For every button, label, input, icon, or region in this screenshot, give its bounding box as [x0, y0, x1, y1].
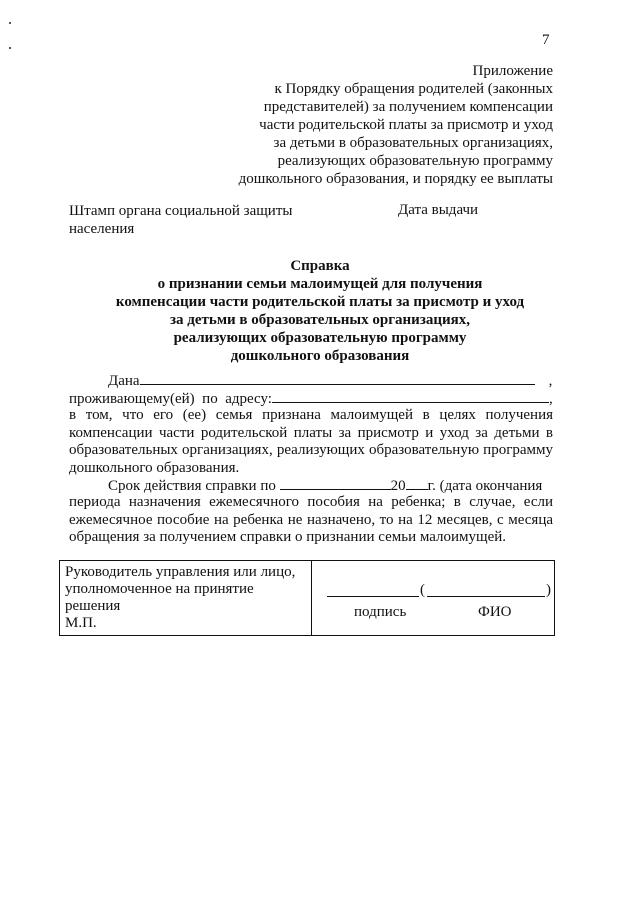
official-line: М.П.: [65, 615, 97, 631]
recipient-name-field[interactable]: [140, 372, 535, 385]
scan-mark: [9, 47, 11, 49]
appendix-line: за детьми в образовательных организациях,: [273, 135, 553, 151]
appendix-line: представителей) за получением компенсации: [263, 99, 553, 115]
name-caption: ФИО: [478, 604, 512, 620]
stamp-label-line: населения: [69, 221, 135, 237]
title-line: дошкольного образования: [230, 348, 410, 364]
signature-field[interactable]: [327, 584, 419, 597]
comma: ,: [548, 391, 553, 407]
address-line: [69, 390, 553, 409]
validity-paragraph: периода назначения ежемесячного пособия на ребенка; в случае, если ежемесячное пособие на ребенка не назначено, то на 12 месяцев, с месяца обращения за получением справки о признании семьи малоимущей.: [69, 494, 553, 545]
appendix-line: реализующих образовательную программу: [277, 153, 553, 169]
title-line: о признании семьи малоимущей для получения: [157, 276, 483, 292]
signature-caption: подпись: [354, 604, 407, 620]
address-field[interactable]: [272, 390, 549, 403]
validity-year: 20: [390, 478, 406, 494]
issue-date-label: Дата выдачи: [398, 202, 479, 218]
comma: ,: [548, 373, 553, 389]
signature-cell: [312, 561, 555, 636]
validity-suffix: г. (дата окончания: [427, 478, 543, 494]
document-title: [60, 257, 580, 365]
given-to-line: [69, 372, 553, 391]
stamp-label: [69, 202, 292, 238]
validity-line: [69, 477, 553, 496]
address-label: проживающему(ей) по адресу:: [69, 391, 272, 407]
official-line: Руководитель управления или лицо,: [65, 564, 296, 580]
appendix-line: части родительской платы за присмотр и уход: [259, 117, 553, 133]
title-line: компенсации части родительской платы за присмотр и уход: [115, 294, 525, 310]
signature-table: [59, 560, 555, 636]
scan-mark: [9, 22, 11, 24]
official-line: уполномоченное на принятие: [65, 581, 254, 597]
stamp-label-line: Штамп органа социальной защиты: [69, 203, 293, 219]
page-number: 7: [542, 32, 550, 48]
official-cell: [60, 561, 312, 636]
open-paren: (: [420, 582, 425, 598]
appendix-line: дошкольного образования, и порядку ее выплаты: [238, 171, 553, 187]
title-line: за детьми в образовательных организациях,: [170, 312, 470, 328]
validity-prefix: Срок действия справки по: [108, 478, 276, 494]
title-heading: Справка: [290, 258, 350, 274]
appendix-reference: [213, 62, 553, 188]
appendix-line: Приложение: [472, 63, 553, 79]
name-field[interactable]: [427, 584, 545, 597]
validity-date-field[interactable]: [280, 477, 391, 490]
official-line: решения: [65, 598, 121, 614]
validity-year-field[interactable]: [406, 477, 428, 490]
close-paren: ): [546, 582, 551, 598]
title-line: реализующих образовательную программу: [173, 330, 467, 346]
appendix-line: к Порядку обращения родителей (законных: [274, 81, 553, 97]
given-label: Дана: [108, 373, 140, 389]
statement-paragraph: в том, что его (ее) семья признана малоимущей в целях получения компенсации части родительской платы за присмотр и уход за детьми в образовательных организациях, реализующих образовательную программу дошкольного образования.: [69, 407, 553, 476]
